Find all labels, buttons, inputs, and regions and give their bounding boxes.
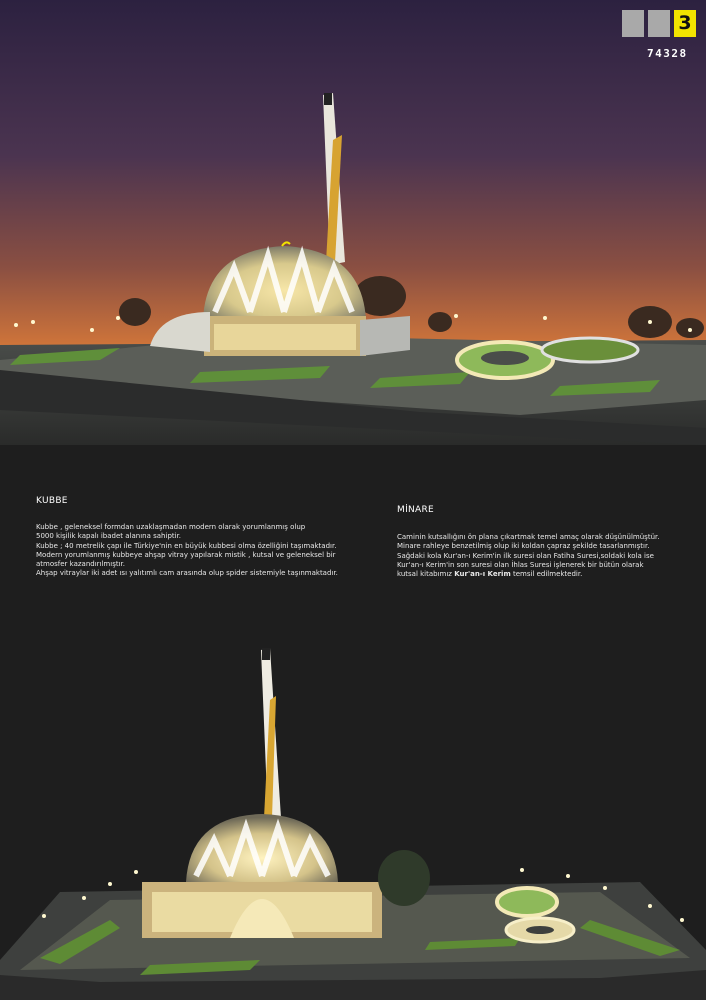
minare-title: MİNARE	[397, 505, 435, 515]
badge-gray-1	[622, 10, 644, 37]
night-tree	[378, 850, 430, 906]
sheet-number-badge: 3	[674, 10, 696, 37]
badge-gray-2	[648, 10, 670, 37]
project-code: 74328	[647, 47, 688, 60]
render-night-view	[0, 620, 706, 1000]
kubbe-description: Kubbe , geleneksel formdan uzaklaşmadan modern olarak yorumlanmış olup 5000 kişilik kapalı ibadet alanına sahiptir. Kubbe ; 40 metrelik çapı ile Türkiye'nin en büyük kubbesi olma özelliğini taşımaktadır. Modern yorumlanmış kubbeye ahşap vitray yapılarak mistik , kutsal ve geleneksel bir atmosfer kazandırılmıştır. Ahşap vitraylar iki adet ısı yalıtımlı cam arasında olup spider sistemiyle taşınmaktadır.	[36, 523, 338, 578]
minare-text-end: temsil edilmektedir.	[510, 570, 583, 579]
minare-text-emphasis: Kur'an-ı Kerim	[454, 570, 511, 579]
minare-text-main: Caminin kutsallığını ön plana çıkartmak temel amaç olarak düşünülmüştür. Minare rahleye benzetilmiş olup iki koldan çapraz şekilde tasarlanmıştır. Sağdaki kola Kur'an-ı Kerim'in ilk suresi olan Fatiha Suresi,soldaki kola ise Kur'an-ı Kerim'in son suresi olan İhlas Suresi işlenerek bir bütün olarak kutsal kitabımız	[397, 533, 660, 579]
kubbe-title: KUBBE	[36, 496, 68, 506]
right-wing	[360, 316, 410, 356]
render-dusk-view	[0, 0, 706, 445]
minare-description	[397, 533, 697, 579]
